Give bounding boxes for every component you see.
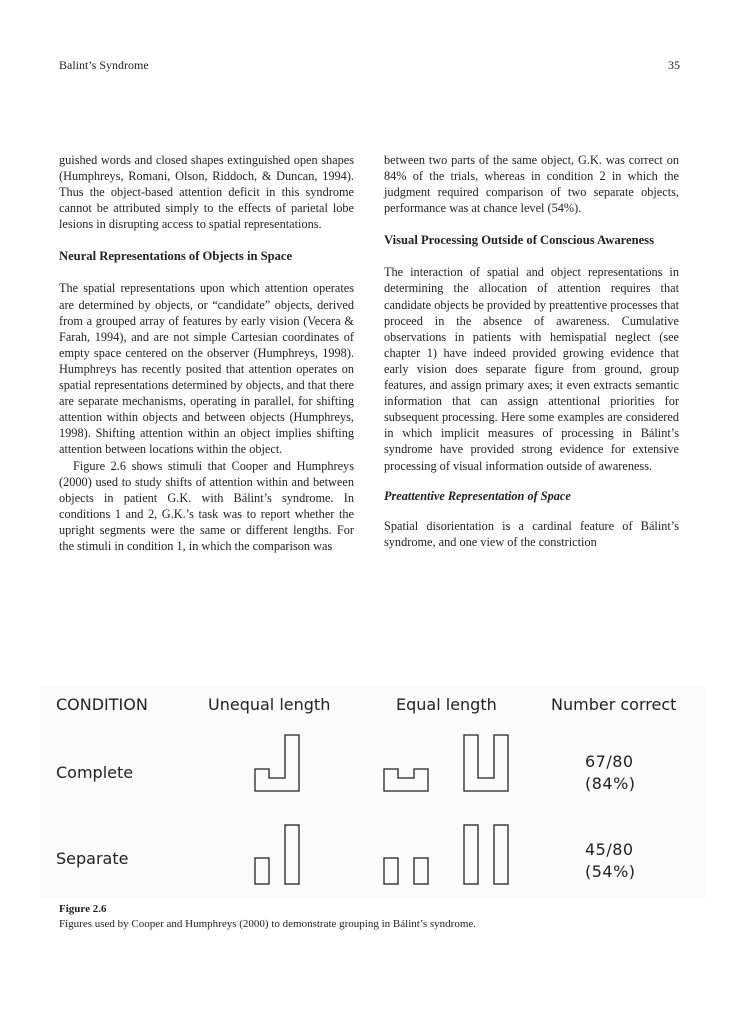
- page-number: 35: [668, 58, 680, 72]
- row-label-complete: Complete: [56, 763, 134, 782]
- score-count: 45/80: [585, 840, 634, 859]
- figure-2-6: [40, 687, 705, 899]
- stimulus-separate-unequal-tall: [285, 825, 299, 884]
- section-heading: Neural Representations of Objects in Space: [59, 249, 293, 264]
- figure-label: Figure 2.6: [59, 903, 107, 915]
- header-unequal-length: Unequal length: [208, 695, 331, 714]
- paragraph: The spatial representations upon which attention operates are determined by objects, or “candidate” objects, derived from a grouped array of features by early vision (Vecera & Farah, 1994), and are not simple Cartesian coordinates of empty space centered on the observer (Humphreys, 1998). Humphreys has recently posited that attention operates on spatial representations determined by objects, and that there are separate mechanisms, operating in parallel, for shifting attention within objects and between objects (Humphreys, 1998). Shifting attention within an object implies shifting attention between locations within the object.: [59, 281, 354, 457]
- header-equal-length: Equal length: [396, 695, 497, 714]
- subsection-heading: Preattentive Representation of Space: [384, 488, 571, 503]
- score-percent: (54%): [585, 862, 636, 881]
- score-percent: (84%): [585, 774, 636, 793]
- stimulus-complete-unequal: [255, 735, 299, 791]
- stimulus-separate-equal-short-right: [414, 858, 428, 884]
- paragraph: guished words and closed shapes extinguished open shapes (Humphreys, Romani, Olson, Riddoch, & Duncan, 1994). Thus the object-based attention deficit in this syndrome cannot be attributed simply to the effects of parietal lobe lesions in disrupting access to spatial representations.: [59, 153, 354, 232]
- paragraph: between two parts of the same object, G.K. was correct on 84% of the trials, whereas in condition 2 in which the judgment required comparison of two separate objects, performance was at chance level (54%).: [384, 153, 679, 216]
- right-column: [384, 152, 679, 550]
- left-column: [59, 152, 354, 554]
- caption-text: Figures used by Cooper and Humphreys (2000) to demonstrate grouping in Bálint’s syndrome.: [59, 918, 477, 930]
- running-title: Balint’s Syndrome: [59, 58, 149, 72]
- score-count: 67/80: [585, 752, 634, 771]
- row-label-separate: Separate: [56, 849, 129, 868]
- stimulus-drawings: [40, 687, 705, 899]
- stimulus-complete-equal-short: [384, 769, 428, 791]
- header-condition: CONDITION: [56, 695, 148, 714]
- header-number-correct: Number correct: [551, 695, 677, 714]
- stimulus-separate-equal-tall-right: [494, 825, 508, 884]
- paragraph: Spatial disorientation is a cardinal feature of Bálint’s syndrome, and one view of the constriction: [384, 518, 679, 549]
- stimulus-separate-unequal-short: [255, 858, 269, 884]
- paragraph: The interaction of spatial and object representations in determining the allocation of attention requires that candidate objects be provided by preattentive processes that proceed in the absence of awareness. Cumulative observations in patients with hemispatial neglect (see chapter 1) have indeed provided growing evidence that early vision does separate figure from ground, group features, and assign primary axes; it even extracts semantic information that can assign attentional priorities for subsequent processing. Here some examples are considered in which implicit measures of processing in Bálint’s syndrome have provided strong evidence for extensive processing of visual information outside of awareness.: [384, 265, 679, 473]
- stimulus-separate-equal-tall-left: [464, 825, 478, 884]
- section-heading: Visual Processing Outside of Conscious Awareness: [384, 233, 654, 248]
- stimulus-complete-equal-tall: [464, 735, 508, 791]
- stimulus-separate-equal-short-left: [384, 858, 398, 884]
- running-header: [59, 58, 680, 74]
- figure-caption: [59, 902, 679, 932]
- paragraph: Figure 2.6 shows stimuli that Cooper and Humphreys (2000) used to study shifts of attention within and between objects in patient G.K. with Bálint’s syndrome. In conditions 1 and 2, G.K.’s task was to report whether the upright segments were the same or different lengths. For the stimuli in condition 1, in which the comparison was: [59, 458, 354, 553]
